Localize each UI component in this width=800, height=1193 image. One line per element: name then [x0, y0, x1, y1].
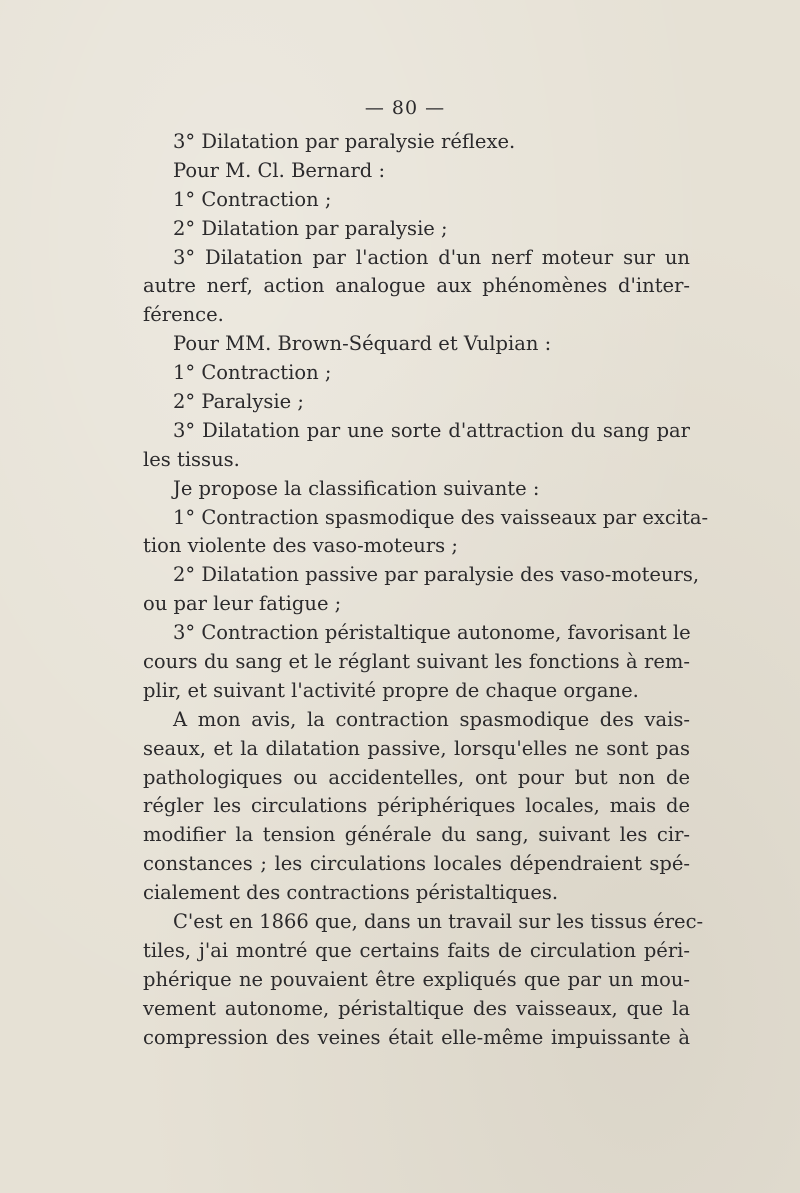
text-line: compression des veines était elle-même impuissante à	[143, 1025, 690, 1049]
page-number: — 80 —	[364, 97, 446, 119]
body-text	[143, 128, 709, 1053]
text-line: Je propose la classification suivante :	[173, 476, 540, 500]
text-line: 2° Paralysie ;	[173, 390, 304, 414]
text-line: 3° Dilatation par paralysie réflexe.	[173, 130, 516, 153]
text-line: régler les circulations périphériques locales, mais de	[143, 794, 690, 818]
text-line: 3° Dilatation par l'action d'un nerf moteur sur un	[173, 245, 690, 269]
text-line: C'est en 1866 que, dans un travail sur les tissus érec-	[173, 910, 704, 934]
text-line: 1° Contraction ;	[173, 187, 332, 211]
text-line: férence.	[143, 303, 224, 327]
text-line: pathologiques ou accidentelles, ont pour but non de	[143, 765, 690, 789]
text-line: ou par leur fatigue ;	[143, 592, 342, 616]
text-line: seaux, et la dilatation passive, lorsqu'elles ne sont pas	[143, 736, 690, 760]
text-line: 3° Dilatation par une sorte d'attraction du sang par	[173, 418, 690, 442]
text-line: tion violente des vaso-moteurs ;	[143, 534, 458, 558]
text-line: A mon avis, la contraction spasmodique des vais-	[173, 707, 690, 731]
text-line: Pour MM. Brown-Séquard et Vulpian :	[173, 332, 552, 356]
text-line: 2° Dilatation passive par paralysie des vaso-moteurs,	[173, 563, 700, 587]
text-line: modifier la tension générale du sang, suivant les cir-	[143, 823, 690, 847]
text-line: phérique ne pouvaient être expliqués que par un mou-	[143, 967, 690, 991]
text-line: vement autonome, péristaltique des vaisseaux, que la	[143, 996, 690, 1020]
text-line: Pour M. Cl. Bernard :	[173, 158, 386, 182]
text-line: constances ; les circulations locales dépendraient spé-	[143, 852, 690, 876]
text-line: 1° Contraction spasmodique des vaisseaux par excita-	[173, 505, 709, 529]
text-line: plir, et suivant l'activité propre de chaque organe.	[143, 678, 639, 702]
text-line: 1° Contraction ;	[173, 361, 332, 385]
text-line: cours du sang et le réglant suivant les fonctions à rem-	[143, 650, 690, 674]
text-line: 3° Contraction péristaltique autonome, favorisant le	[173, 621, 691, 645]
text-line: 2° Dilatation par paralysie ;	[173, 216, 448, 240]
text-line: tiles, j'ai montré que certains faits de circulation péri-	[143, 938, 690, 962]
text-line: cialement des contractions péristaltiques.	[143, 881, 559, 905]
text-line: autre nerf, action analogue aux phénomènes d'inter-	[143, 274, 690, 298]
text-line: les tissus.	[143, 447, 240, 471]
